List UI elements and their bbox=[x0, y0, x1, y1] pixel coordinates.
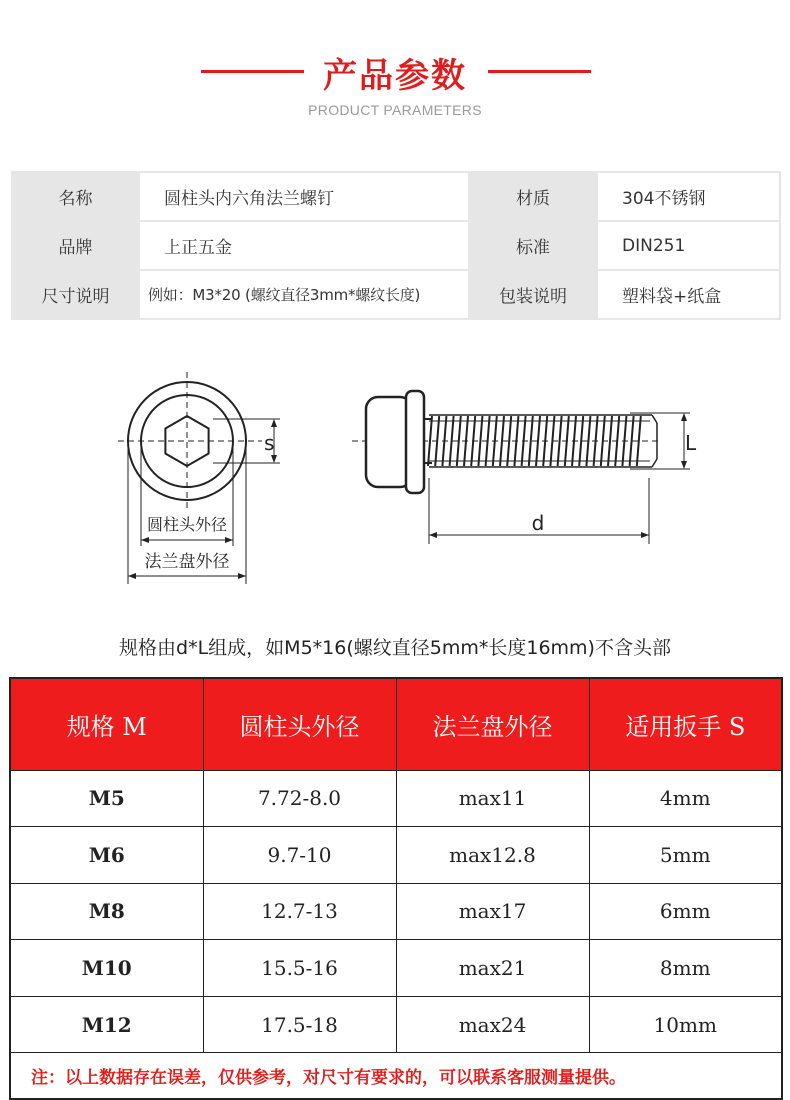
param-key: 名称 bbox=[12, 172, 139, 221]
label-s: s bbox=[264, 431, 275, 455]
header-right-rule bbox=[488, 70, 591, 73]
spec-cell: 17.5-18 bbox=[203, 996, 396, 1053]
spec-cell: M5 bbox=[10, 770, 203, 827]
spec-cell: 8mm bbox=[589, 940, 782, 997]
spec-header-cell: 适用扳手 S bbox=[589, 678, 782, 770]
param-value: 上正五金 bbox=[139, 221, 469, 270]
label-L: L bbox=[685, 431, 697, 455]
param-row bbox=[12, 270, 780, 319]
spec-table bbox=[9, 677, 783, 1100]
table-row bbox=[10, 996, 782, 1053]
thread-line bbox=[428, 416, 432, 466]
spec-footer-row bbox=[10, 1053, 782, 1099]
section-subtitle: PRODUCT PARAMETERS bbox=[308, 102, 482, 118]
param-value: DIN251 bbox=[597, 221, 780, 270]
param-key: 品牌 bbox=[12, 221, 139, 270]
spec-note: 规格由d*L组成，如M5*16(螺纹直径5mm*长度16mm)不含头部 bbox=[119, 637, 671, 659]
param-value: 塑料袋+纸盒 bbox=[597, 270, 780, 319]
spec-disclaimer: 注：以上数据存在误差，仅供参考，对尺寸有要求的，可以联系客服测量提供。 bbox=[10, 1053, 782, 1099]
param-value: 例如：M3*20 (螺纹直径3mm*螺纹长度) bbox=[139, 270, 469, 319]
spec-cell: 4mm bbox=[589, 770, 782, 827]
spec-header-cell: 规格 M bbox=[10, 678, 203, 770]
param-row bbox=[12, 221, 780, 270]
spec-header-cell: 圆柱头外径 bbox=[203, 678, 396, 770]
spec-cell: max12.8 bbox=[396, 827, 589, 884]
section-title: 产品参数 bbox=[323, 56, 467, 96]
spec-cell: max17 bbox=[396, 883, 589, 940]
param-value: 304不锈钢 bbox=[597, 172, 780, 221]
table-row bbox=[10, 883, 782, 940]
label-d: d bbox=[531, 511, 545, 535]
spec-cell: max21 bbox=[396, 940, 589, 997]
param-row bbox=[12, 172, 780, 221]
spec-cell: 12.7-13 bbox=[203, 883, 396, 940]
thread-line bbox=[478, 416, 482, 466]
spec-cell: 7.72-8.0 bbox=[203, 770, 396, 827]
param-key: 材质 bbox=[469, 172, 597, 221]
spec-cell: M10 bbox=[10, 940, 203, 997]
spec-cell: M6 bbox=[10, 827, 203, 884]
label-flange-diameter: 法兰盘外径 bbox=[144, 552, 230, 572]
spec-header-row bbox=[10, 678, 782, 770]
param-value: 圆柱头内六角法兰螺钉 bbox=[139, 172, 469, 221]
spec-cell: 6mm bbox=[589, 883, 782, 940]
parameter-table bbox=[11, 171, 781, 320]
spec-cell: max24 bbox=[396, 996, 589, 1053]
param-key: 标准 bbox=[469, 221, 597, 270]
spec-header-cell: 法兰盘外径 bbox=[396, 678, 589, 770]
thread-line bbox=[608, 416, 612, 466]
thread-line bbox=[558, 416, 562, 466]
param-key: 尺寸说明 bbox=[12, 270, 139, 319]
table-row bbox=[10, 827, 782, 884]
spec-cell: M12 bbox=[10, 996, 203, 1053]
section-header bbox=[0, 44, 790, 134]
table-row bbox=[10, 940, 782, 997]
spec-cell: 15.5-16 bbox=[203, 940, 396, 997]
table-row bbox=[10, 770, 782, 827]
label-head-diameter: 圆柱头外径 bbox=[146, 515, 228, 534]
spec-cell: 9.7-10 bbox=[203, 827, 396, 884]
side-view bbox=[352, 391, 690, 544]
spec-cell: max11 bbox=[396, 770, 589, 827]
param-key: 包装说明 bbox=[469, 270, 597, 319]
spec-cell: 10mm bbox=[589, 996, 782, 1053]
screw-diagram bbox=[0, 340, 790, 610]
spec-cell: 5mm bbox=[589, 827, 782, 884]
spec-cell: M8 bbox=[10, 883, 203, 940]
